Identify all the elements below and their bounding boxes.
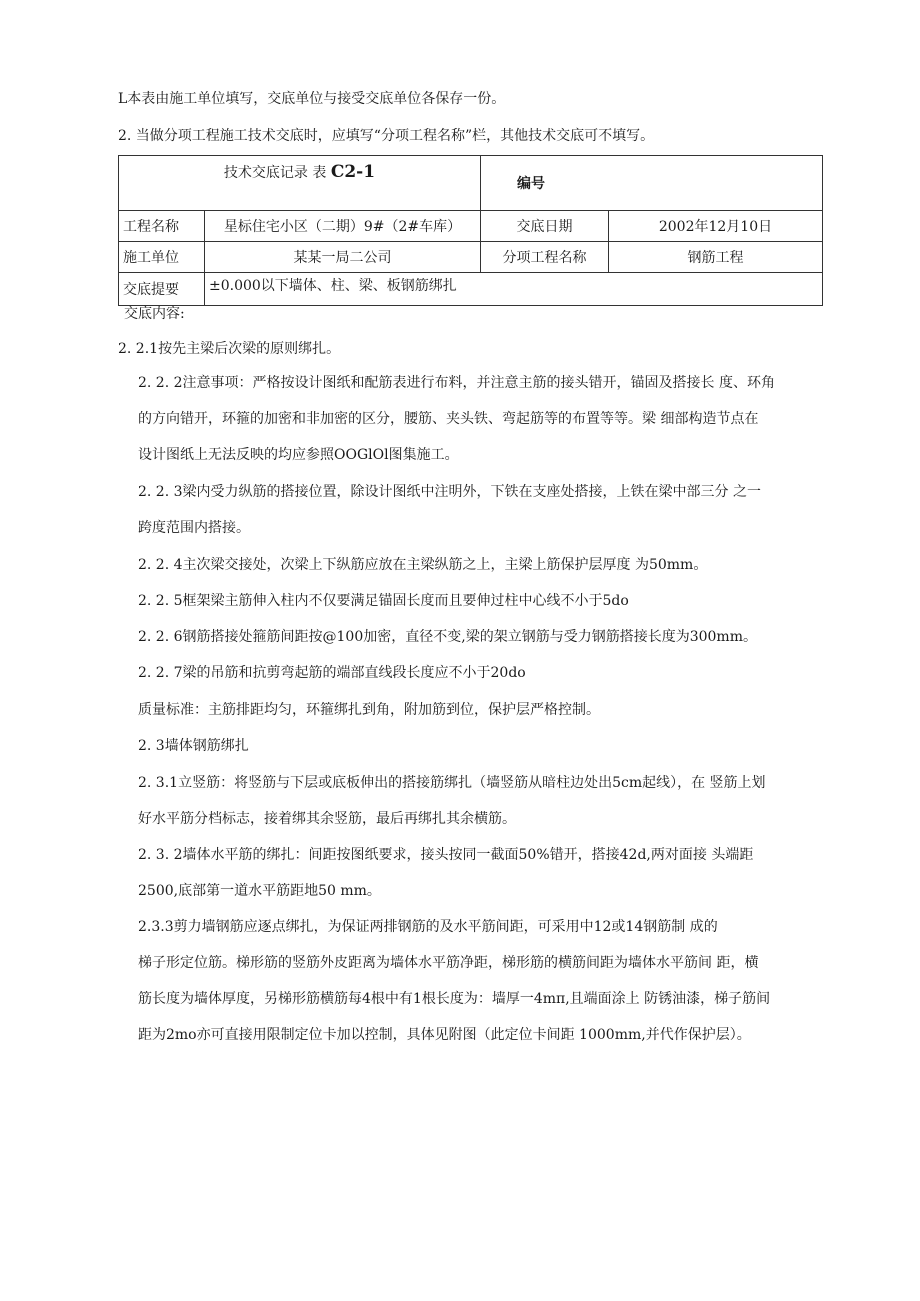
unit-label: 施工单位	[119, 242, 205, 273]
project-label: 工程名称	[119, 211, 205, 242]
content-line: 的方向错开，环箍的加密和非加密的区分，腰筋、夹头铁、弯起筋等的布置等等。梁 细部构造节点在	[138, 411, 759, 427]
form-row-unit	[119, 242, 823, 273]
content-heading: 交底内容:	[124, 306, 185, 322]
content-line: 跨度范围内搭接。	[138, 520, 250, 536]
content-line: 2. 2.1按先主梁后次梁的原则绑扎。	[118, 341, 341, 357]
content-line: 2. 2. 4主次梁交接处，次梁上下纵筋应放在主梁纵筋之上，主梁上筋保护层厚度 为50mm。	[138, 557, 708, 573]
date-label: 交底日期	[481, 211, 609, 242]
content-line: 2. 3. 2墙体水平筋的绑扎：间距按图纸要求，接头按同一截面50%错开，搭接42d,两对面接 头端距	[138, 847, 754, 863]
form-row-summary	[119, 273, 823, 306]
content-line: 2. 2. 3梁内受力纵筋的搭接位置，除设计图纸中注明外，下铁在支座处搭接，上铁在梁中部三分 之一	[138, 484, 761, 500]
form-title-text: 技术交底记录 表	[223, 165, 327, 181]
form-number-label: 编号	[517, 176, 545, 192]
form-title-code: C2-1	[330, 162, 376, 182]
form-number-cell	[481, 156, 823, 211]
form-row-project	[119, 211, 823, 242]
handover-form-table	[118, 155, 823, 306]
content-line: 2. 3.1立竖筋：将竖筋与下层或底板伸出的搭接筋绑扎（墙竖筋从暗柱边处出5cm起线），在 竖筋上划	[138, 775, 766, 791]
summary-value: ±0.000以下墙体、柱、梁、板钢筋绑扎	[205, 273, 823, 306]
content-line: 2500,底部第一道水平筋距地50 mm。	[138, 883, 381, 899]
content-line: 2. 2. 6钢筋搭接处箍筋间距按@100加密，直径不变,梁的架立钢筋与受力钢筋搭接长度为300mm。	[138, 629, 757, 645]
content-line: 2. 2. 5框架梁主筋伸入柱内不仅要满足锚固长度而且要伸过柱中心线不小于5do	[138, 593, 629, 609]
summary-label: 交底提要	[119, 273, 205, 306]
content-line: 2. 2. 7梁的吊筋和抗剪弯起筋的端部直线段长度应不小于20do	[138, 665, 526, 681]
form-title	[119, 156, 481, 211]
section-heading: 2. 3墙体钢筋绑扎	[138, 738, 249, 754]
note-2: 2. 当做分项工程施工技术交底时，应填写“分项工程名称”栏，其他技术交底可不填写。	[118, 128, 655, 144]
content-line: 2. 2. 2注意事项：严格按设计图纸和配筋表进行布料，并注意主筋的接头错开，锚固及搭接长 度、环角	[138, 375, 775, 391]
project-value: 星标住宅小区（二期）9#（2#车库）	[205, 211, 481, 242]
quality-standard: 质量标准：主筋排距均匀，环箍绑扎到角，附加筋到位，保护层严格控制。	[138, 702, 600, 718]
unit-value: 某某一局二公司	[205, 242, 481, 273]
form-title-row	[119, 156, 823, 211]
content-line: 筋长度为墙体厚度，另梯形筋横筋每4根中有1根长度为：墙厚一4mπ,且端面涂上 防锈油漆，梯子筋间	[138, 991, 771, 1007]
content-line: 设计图纸上无法反映的均应参照OOGlOl图集施工。	[138, 447, 459, 463]
date-value: 2002年12月10日	[609, 211, 823, 242]
note-1: L本表由施工单位填写，交底单位与接受交底单位各保存一份。	[118, 91, 506, 107]
content-line: 距为2mo亦可直接用限制定位卡加以控制，具体见附图（此定位卡间距 1000mm,并代作保护层）。	[138, 1027, 751, 1043]
content-line: 梯子形定位筋。梯形筋的竖筋外皮距离为墙体水平筋净距，梯形筋的横筋间距为墙体水平筋间 距，横	[138, 955, 759, 971]
subproject-label: 分项工程名称	[481, 242, 609, 273]
subproject-value: 钢筋工程	[609, 242, 823, 273]
content-line: 好水平筋分档标志，接着绑其余竖筋，最后再绑扎其余横筋。	[138, 811, 516, 827]
content-line: 2.3.3剪力墙钢筋应逐点绑扎，为保证两排钢筋的及水平筋间距，可采用中12或14钢筋制 成的	[138, 919, 718, 935]
